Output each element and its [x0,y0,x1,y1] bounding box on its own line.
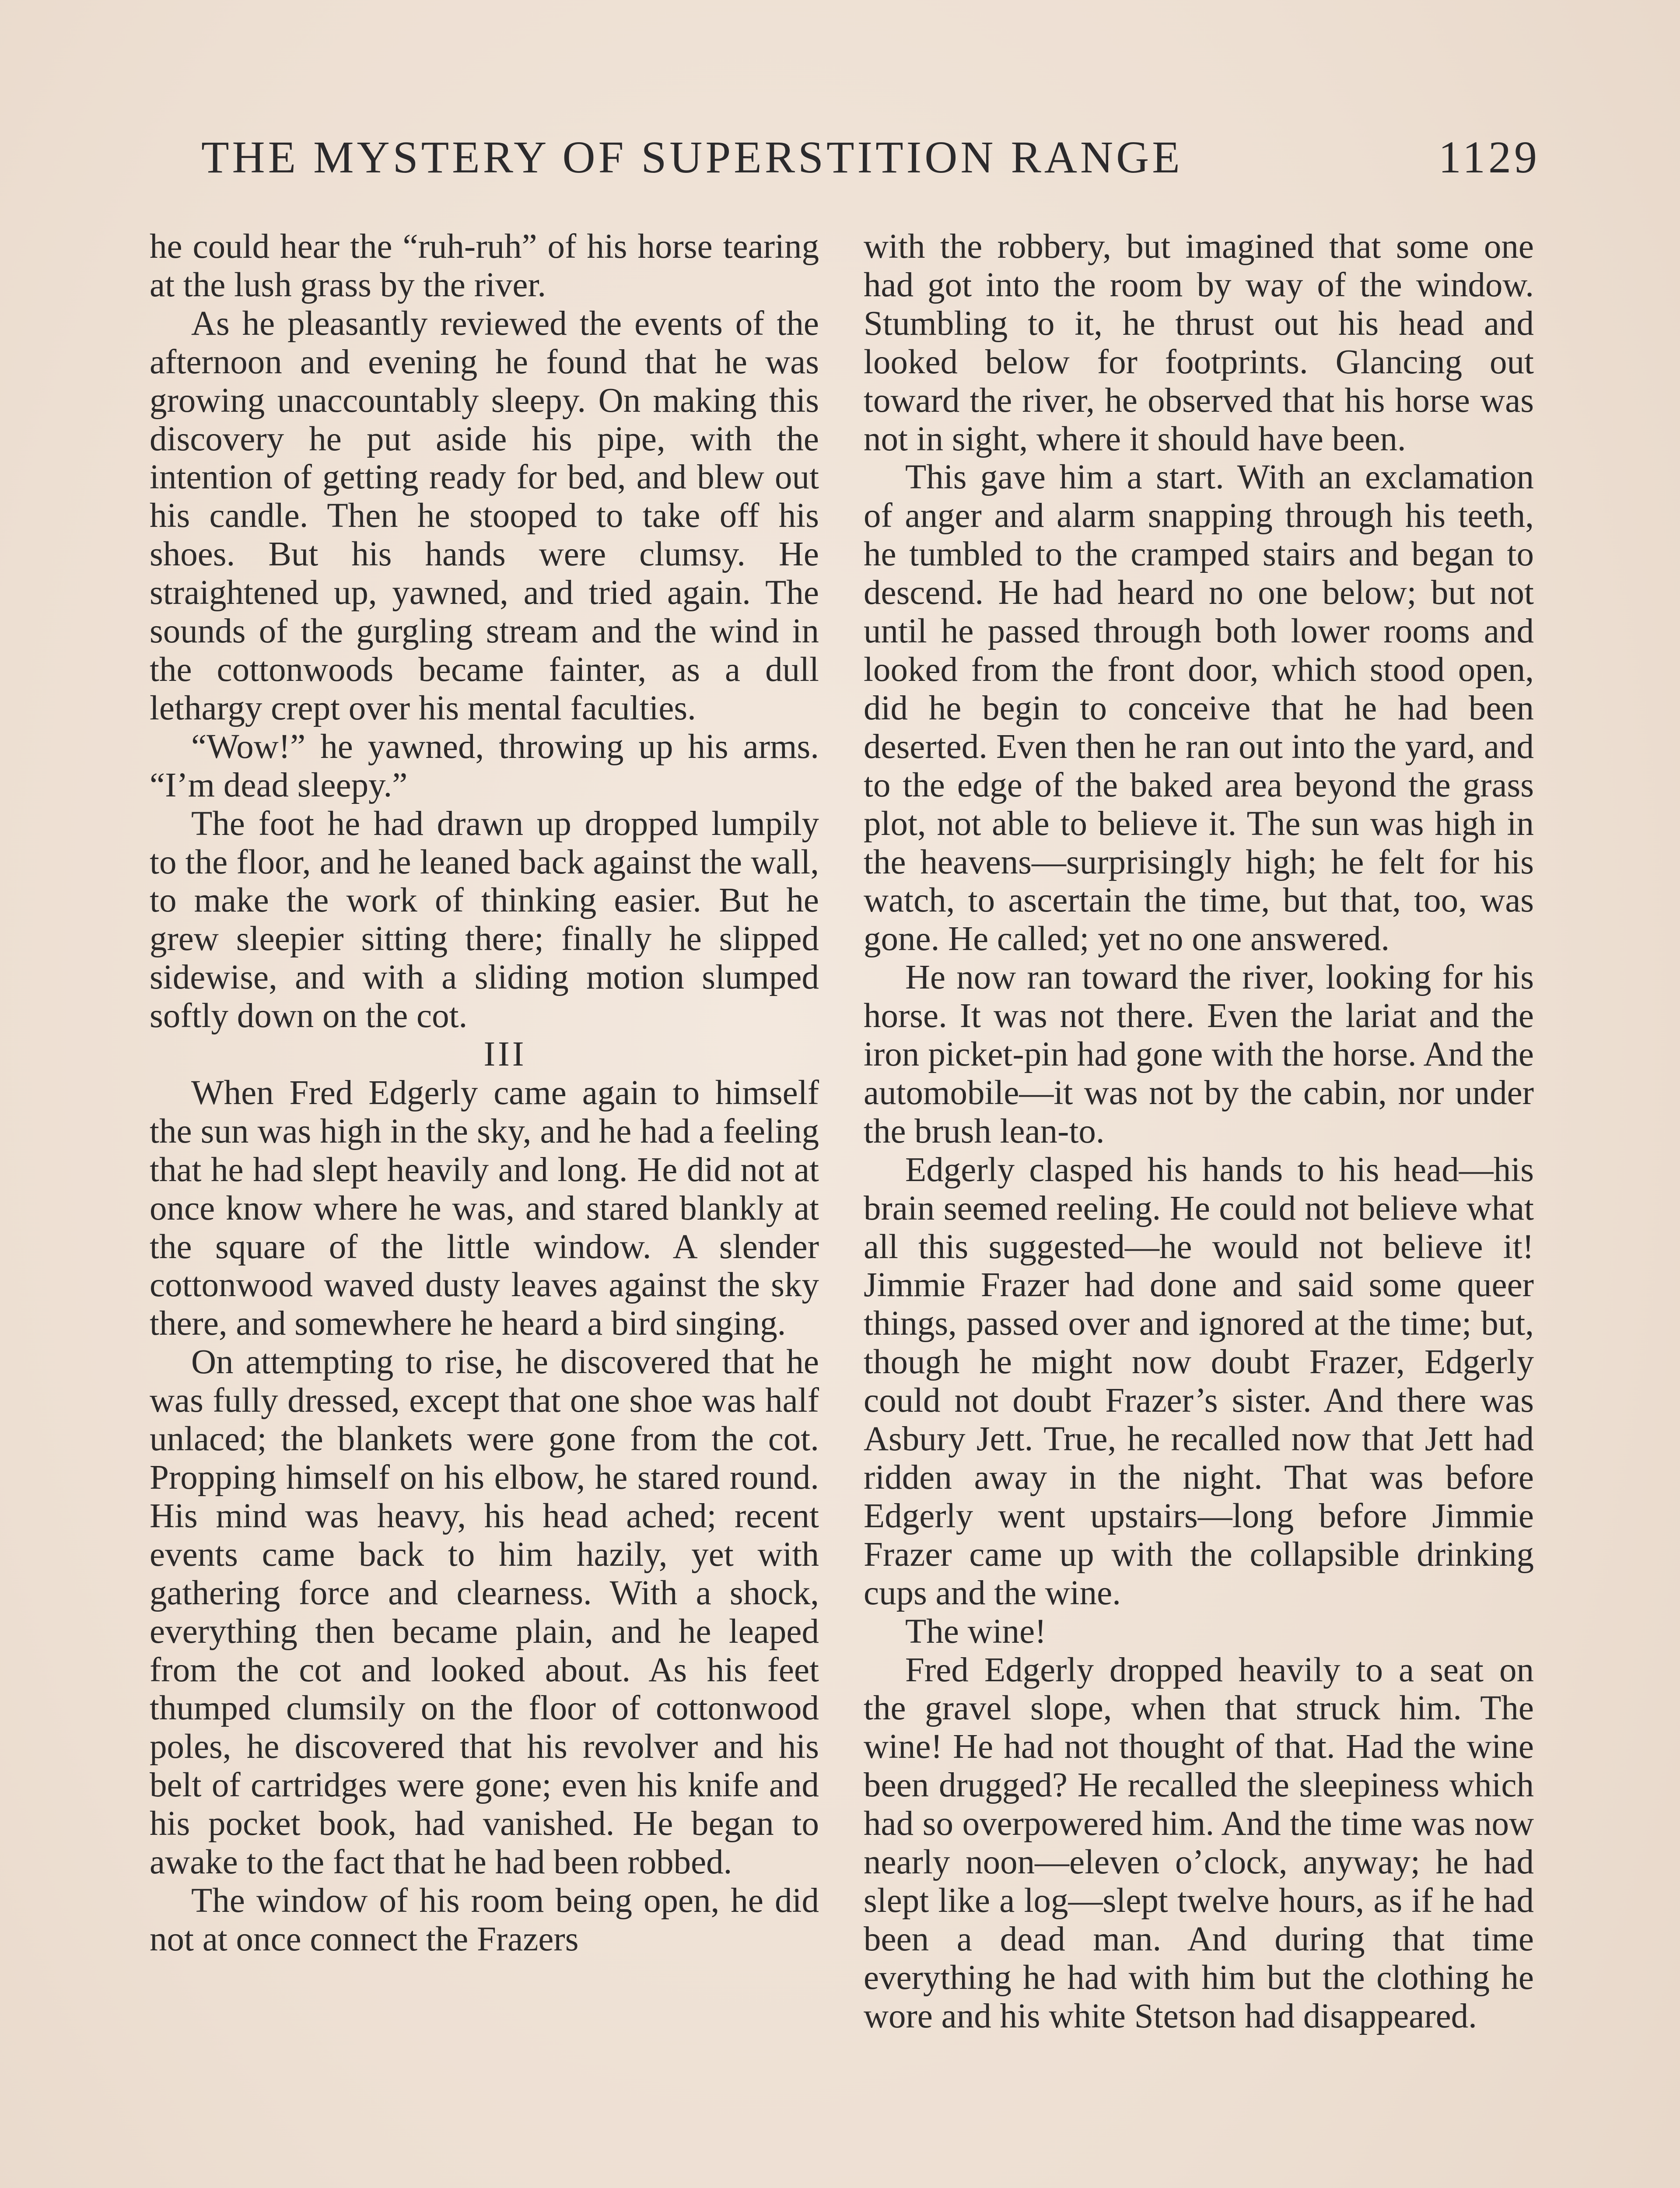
page-number: 1129 [1438,132,1540,182]
paragraph: he could hear the “ruh-ruh” of his horse tearing at the lush grass by the river. [150,228,819,304]
paragraph: Edgerly clasped his hands to his head—his brain seemed reeling. He could not believe what all this suggested—he would not believe it! Jimmie Frazer had done and said some queer things, passed over and ignored at the time; but, though he might now doubt Frazer, Edgerly could not doubt Frazer’s sister. And there was Asbury Jett. True, he recalled now that Jett had ridden away in the night. That was before Edgerly went upstairs—long before Jimmie Frazer came up with the collapsible drinking cups and the wine. [864,1150,1534,1612]
left-column [150,228,819,1959]
paragraph: The foot he had drawn up dropped lumpily to the floor, and he leaned back against the wall, to make the work of thinking easier. But he grew sleepier sitting there; finally he slipped sidewise, and with a sliding motion slumped softly down on the cot. [150,804,819,1035]
paragraph: He now ran toward the river, looking for his horse. It was not there. Even the lariat and the iron picket-pin had gone with the horse. And the automobile—it was not by the cabin, nor under the brush lean-to. [864,958,1534,1150]
paragraph: with the robbery, but imagined that some one had got into the room by way of the window. Stumbling to it, he thrust out his head and looked below for footprints. Glancing out toward the river, he observed that his horse was not in sight, where it should have been. [864,228,1534,458]
paragraph: On attempting to rise, he discovered that he was fully dressed, except that one shoe was half unlaced; the blankets were gone from the cot. Propping himself on his elbow, he stared round. His mind was heavy, his head ached; recent events came back to him hazily, yet with gathering force and clearness. With a shock, everything then became plain, and he leaped from the cot and looked about. As his feet thumped clumsily on the floor of cottonwood poles, he discovered that his revolver and his belt of cartridges were gone; even his knife and his pocket book, had vanished. He began to awake to the fact that he had been robbed. [150,1343,819,1882]
paragraph: Fred Edgerly dropped heavily to a seat on the gravel slope, when that struck him. The wine! He had not thought of that. Had the wine been drugged? He recalled the sleepiness which had so overpowered him. And the time was now nearly noon—eleven o’clock, anyway; he had slept like a log—slept twelve hours, as if he had been a dead man. And during that time everything he had with him but the clothing he wore and his white Stetson had disappeared. [864,1651,1534,2035]
section-heading: III [483,1035,527,1074]
right-column [864,228,1534,2036]
running-head [201,131,1540,193]
paragraph: When Fred Edgerly came again to himself the sun was high in the sky, and he had a feeling that he had slept heavily and long. He did not at once know where he was, and stared blankly at the square of the little window. A slender cottonwood waved dusty leaves against the sky there, and somewhere he heard a bird singing. [150,1073,819,1343]
paragraph: “Wow!” he yawned, throwing up his arms. “I’m dead sleepy.” [150,727,819,804]
paragraph: This gave him a start. With an exclamation of anger and alarm snapping through his teeth, he tumbled to the cramped stairs and began to descend. He had heard no one below; but not until he passed through both lower rooms and looked from the front door, which stood open, did he begin to conceive that he had been deserted. Even then he ran out into the yard, and to the edge of the baked area beyond the grass plot, not able to believe it. The sun was high in the heavens—surprisingly high; he felt for his watch, to ascertain the time, but that, too, was gone. He called; yet no one answered. [864,458,1534,958]
paragraph: The window of his room being open, he did not at once connect the Frazers [150,1881,819,1958]
story-title: THE MYSTERY OF SUPERSTITION RANGE [201,132,1183,182]
paragraph: As he pleasantly reviewed the events of the afternoon and evening he found that he was growing unaccountably sleepy. On making this discovery he put aside his pipe, with the intention of getting ready for bed, and blew out his candle. Then he stooped to take off his shoes. But his hands were clumsy. He straightened up, yawned, and tried again. The sounds of the gurgling stream and the wind in the cottonwoods became fainter, as a dull lethargy crept over his mental faculties. [150,304,819,727]
paragraph: The wine! [905,1612,1046,1651]
